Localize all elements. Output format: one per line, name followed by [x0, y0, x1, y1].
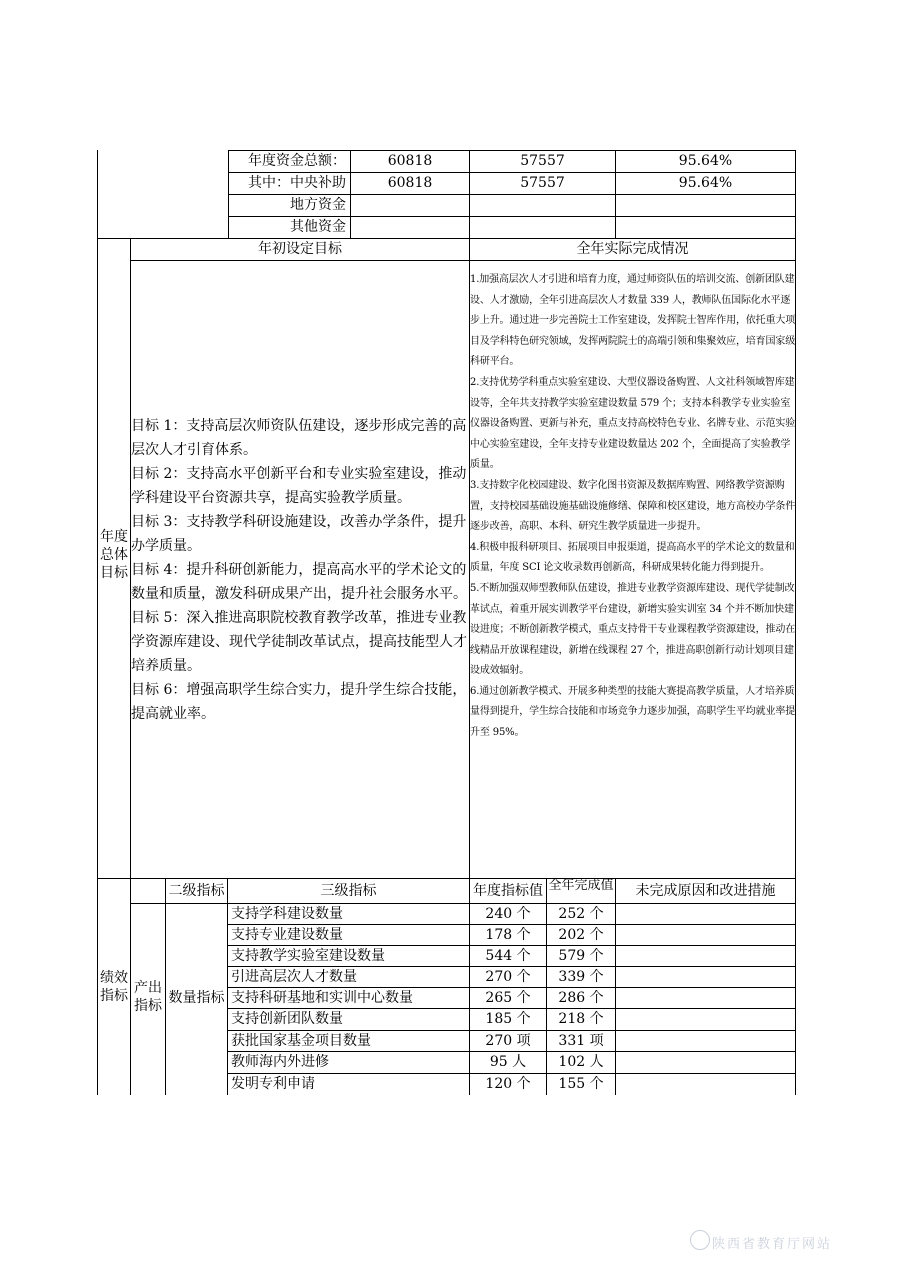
goal-item: 目标 3：支持教学科研设施建设，改善办学条件，提升办学质量。	[131, 514, 467, 554]
indicator-name: 支持创新团队数量	[231, 1011, 343, 1028]
indicator-target: 185 个	[485, 1011, 531, 1028]
goal-item: 目标 6：增强高职学生综合实力，提升学生综合技能，提高就业率。	[131, 682, 467, 722]
level1-line: 产出	[134, 979, 162, 996]
funds-actual: 57557	[520, 153, 565, 170]
level1-label	[131, 972, 165, 1022]
actual-item: 1.加强高层次人才引进和培育力度，通过师资队伍的培训交流、创新团队建设、人才激励，全年引进高层次人才数量 339 人，教师队伍国际化水平逐步上升。通过进一步完善院士工作室建设，发挥院士智库作用，依托重大项目及学科特色研究领域，发挥两院院士的高端引领和集聚效应，培育国家级科研平台。	[470, 274, 796, 368]
indicator-done: 155 个	[558, 1075, 604, 1092]
funds-rate: 95.64%	[678, 175, 733, 192]
section-label-line: 绩效	[100, 969, 128, 986]
funds-budget: 60818	[387, 153, 433, 170]
indicator-done: 331 项	[558, 1032, 604, 1049]
funds-label: 其中：中央补助	[248, 175, 346, 192]
header-done: 全年完成值	[548, 879, 614, 893]
section-label-line: 目标	[100, 565, 128, 582]
actual-item: 4.积极申报科研项目、拓展项目申报渠道，提高高水平的学术论文的数量和质量，年度 SCI 论文收录数再创新高，科研成果转化能力得到提升。	[470, 541, 795, 574]
indicator-target: 270 个	[485, 968, 531, 985]
actual-item: 6.通过创新教学模式、开展多种类型的技能大赛提高教学质量，人才培养质量得到提升，学生综合技能和市场竞争力逐步加强，高职学生平均就业率提升至 95%。	[470, 685, 796, 739]
indicator-name: 引进高层次人才数量	[231, 968, 357, 985]
actual-item: 3.支持数字化校园建设、数字化图书资源及数据库购置、网络教学资源购置，支持校园基础设施基础设施修缮、保障和校区建设，地方高校办学条件逐步改善，高职、本科、研究生教学质量进一步提升。	[470, 479, 796, 533]
funds-budget: 60818	[387, 175, 433, 192]
indicator-target: 120 个	[485, 1075, 531, 1092]
goals-list	[131, 414, 469, 726]
header-set-goals: 年初设定目标	[258, 241, 342, 258]
indicator-done: 102 人	[558, 1054, 604, 1071]
rule	[97, 150, 98, 878]
section-label-performance	[98, 962, 130, 1012]
indicator-done: 202 个	[558, 926, 604, 943]
funds-label: 地方资金	[290, 197, 346, 214]
header-reason: 未完成原因和改进措施	[635, 882, 776, 899]
section-label-line: 总体	[100, 546, 128, 563]
indicator-target: 265 个	[485, 989, 531, 1006]
watermark-logo-icon	[690, 1230, 710, 1250]
indicator-name: 教师海内外进修	[231, 1054, 329, 1071]
goal-item: 目标 2：支持高水平创新平台和专业实验室建设，推动学科建设平台资源共享，提高实验教学质量。	[131, 466, 467, 506]
rule	[130, 260, 796, 261]
header-target: 年度指标值	[473, 882, 543, 899]
indicator-target: 270 项	[485, 1032, 531, 1049]
actual-item: 5.不断加强双师型教师队伍建设，推进专业教学资源库建设、现代学徒制改革试点，着重开展实训教学平台建设，新增实验实训室 34 个并不断加快建设进度；不断创新教学模式，重点支持骨干专业课程教学资源建设，推动在线精品开放课程建设，新增在线课程 27 个，推进高职创新行动计划项目建设成效辐射。	[470, 582, 796, 677]
indicator-done: 579 个	[558, 947, 604, 964]
actuals-list	[470, 270, 796, 744]
goal-item: 目标 1：支持高层次师资队伍建设，逐步形成完善的高层次人才引育体系。	[131, 418, 467, 458]
funds-label: 年度资金总额：	[248, 153, 346, 170]
indicator-done: 286 个	[558, 989, 604, 1006]
indicator-target: 95 人	[489, 1054, 527, 1071]
section-label-line: 指标	[100, 988, 128, 1004]
indicator-target: 240 个	[485, 905, 531, 922]
level1-line: 指标	[134, 998, 162, 1014]
indicator-name: 支持学科建设数量	[231, 905, 343, 922]
actual-item: 2.支持优势学科重点实验室建设、大型仪器设备购置、人文社科领域智库建设等，全年共支持教学实验室建设数量 579 个；支持本科教学专业实验室仪器设备购置、更新与补充，重点支持高校特色专业、名牌专业、示范实验中心实验室建设，全年支持专业建设数量达 202 个，全面提高了实验教学质量。	[470, 376, 796, 471]
indicator-target: 544 个	[485, 947, 531, 964]
indicator-name: 发明专利申请	[231, 1075, 315, 1092]
section-label-objectives	[98, 520, 130, 590]
indicator-name: 支持教学实验室建设数量	[231, 947, 385, 964]
indicator-done: 218 个	[558, 1011, 604, 1028]
indicator-name: 获批国家基金项目数量	[231, 1032, 371, 1049]
funds-rate: 95.64%	[678, 153, 733, 170]
indicator-done: 339 个	[558, 968, 604, 985]
indicator-name: 支持专业建设数量	[231, 926, 343, 943]
indicator-done: 252 个	[558, 905, 604, 922]
level2-label: 数量指标	[168, 989, 225, 1006]
goal-item: 目标 5：深入推进高职院校教育教学改革，推进专业教学资源库建设、现代学徒制改革试点，提高技能型人才培养质量。	[131, 610, 467, 674]
goal-item: 目标 4：提升科研创新能力，提高高水平的学术论文的数量和质量，激发科研成果产出，提升社会服务水平。	[131, 562, 467, 602]
header-actual: 全年实际完成情况	[576, 241, 689, 258]
watermark-text: 陕西省教育厅网站	[712, 1237, 833, 1252]
header-level3: 三级指标	[320, 882, 377, 899]
indicator-name: 支持科研基地和实训中心数量	[231, 989, 413, 1006]
indicator-target: 178 个	[485, 926, 531, 943]
funds-actual: 57557	[520, 175, 565, 192]
funds-label: 其他资金	[290, 219, 346, 236]
section-label-line: 年度	[100, 528, 128, 545]
header-level2: 二级指标	[168, 882, 225, 899]
